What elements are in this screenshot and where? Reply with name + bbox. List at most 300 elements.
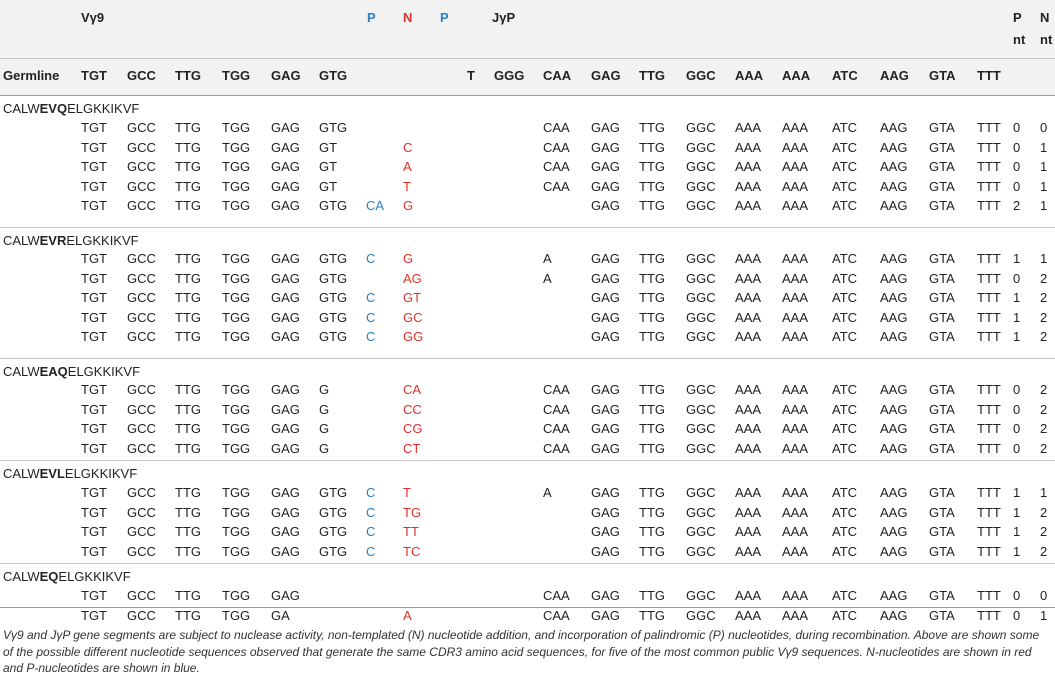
seq-cell-v5: GAG [271, 198, 300, 213]
seq-cell-j10: TTT [977, 588, 1001, 603]
seq-cell-j4: GGC [686, 120, 716, 135]
seq-cell-v2: GCC [127, 440, 156, 456]
seq-cell-v4: TGG [222, 329, 251, 344]
seq-cell-j3: TTG [639, 159, 665, 174]
seq-cell-j10: TTT [977, 543, 1001, 559]
seq-cell-j3: TTG [639, 139, 665, 155]
seq-cell-j9: GTA [929, 178, 955, 194]
seq-cell-v5: GA [271, 607, 290, 623]
group-label-suffix: ELGKKIKVF [67, 364, 141, 379]
seq-cell-j3: TTG [639, 270, 665, 286]
seq-cell-j4: GGC [686, 607, 716, 623]
germline-cell-v4: TGG [222, 68, 251, 83]
seq-cell-j5: AAA [735, 251, 762, 266]
seq-cell-v3: TTG [175, 178, 201, 194]
header-p-nt-line2: nt [1013, 32, 1026, 47]
seq-cell-v5: GAG [271, 440, 300, 456]
seq-cell-v4: TGG [222, 270, 251, 286]
seq-cell-j2: GAG [591, 120, 620, 135]
seq-cell-j6: AAA [782, 421, 809, 436]
seq-cell-j5: AAA [735, 270, 762, 286]
group-divider [0, 563, 1055, 564]
seq-cell-j9: GTA [929, 270, 955, 286]
seq-cell-v1: TGT [81, 270, 107, 286]
seq-cell-v3: TTG [175, 543, 201, 559]
seq-cell-j10: TTT [977, 329, 1001, 344]
seq-cell-v6: G [319, 382, 330, 397]
seq-cell-j7: ATC [832, 607, 858, 623]
seq-cell-j9: GTA [929, 309, 955, 325]
seq-cell-v5: GAG [271, 120, 300, 135]
seq-cell-j4: GGC [686, 251, 716, 266]
seq-cell-p-nt: 0 [1013, 159, 1021, 174]
seq-cell-v4: TGG [222, 504, 251, 520]
seq-cell-p-nt: 1 [1013, 251, 1021, 266]
seq-cell-j6: AAA [782, 329, 809, 344]
seq-cell-j9: GTA [929, 120, 955, 135]
seq-cell-j8: AAG [880, 270, 908, 286]
seq-cell-j2: GAG [591, 421, 620, 436]
seq-cell-v5: GAG [271, 178, 300, 194]
seq-cell-j5: AAA [735, 178, 762, 194]
seq-cell-v3: TTG [175, 607, 201, 623]
seq-cell-j10: TTT [977, 440, 1001, 456]
seq-cell-n: TT [403, 524, 419, 539]
seq-cell-j4: GGC [686, 421, 716, 436]
seq-cell-j8: AAG [880, 504, 908, 520]
seq-cell-j3: TTG [639, 524, 665, 539]
germline-cell-j10: TTT [977, 68, 1001, 83]
seq-cell-v1: TGT [81, 329, 107, 344]
seq-cell-j2: GAG [591, 485, 620, 500]
seq-cell-n-nt: 2 [1040, 440, 1048, 456]
seq-cell-p-nt: 1 [1013, 504, 1021, 520]
seq-cell-j9: GTA [929, 504, 955, 520]
seq-cell-j3: TTG [639, 329, 665, 344]
seq-cell-j1: CAA [543, 421, 570, 436]
seq-cell-j10: TTT [977, 120, 1001, 135]
seq-cell-v3: TTG [175, 139, 201, 155]
seq-cell-v1: TGT [81, 159, 107, 174]
seq-cell-j1: CAA [543, 440, 570, 456]
seq-cell-j8: AAG [880, 251, 908, 266]
seq-cell-j4: GGC [686, 290, 716, 305]
group-label-prefix: CALW [3, 233, 40, 248]
seq-cell-j2: GAG [591, 290, 620, 305]
seq-cell-v3: TTG [175, 401, 201, 417]
seq-cell-j3: TTG [639, 440, 665, 456]
group-label-suffix: ELGKKIKVF [67, 101, 140, 116]
header-n: N [403, 10, 413, 25]
seq-cell-v3: TTG [175, 329, 201, 344]
seq-cell-v2: GCC [127, 329, 156, 344]
seq-cell-j6: AAA [782, 485, 809, 500]
seq-cell-j4: GGC [686, 504, 716, 520]
seq-cell-p-left: C [366, 251, 376, 266]
seq-cell-p-nt: 1 [1013, 290, 1021, 305]
seq-cell-v6: GT [319, 178, 338, 194]
seq-cell-v6: GT [319, 139, 338, 155]
seq-cell-j6: AAA [782, 588, 809, 603]
seq-cell-j4: GGC [686, 543, 716, 559]
seq-cell-j9: GTA [929, 251, 955, 266]
seq-cell-j8: AAG [880, 178, 908, 194]
seq-cell-j6: AAA [782, 382, 809, 397]
header-n-nt-line1: N [1040, 10, 1050, 25]
seq-cell-j10: TTT [977, 290, 1001, 305]
seq-cell-j2: GAG [591, 524, 620, 539]
seq-cell-j1: A [543, 270, 552, 286]
seq-cell-v4: TGG [222, 159, 251, 174]
seq-cell-v6: GTG [319, 524, 348, 539]
seq-cell-j9: GTA [929, 543, 955, 559]
seq-cell-v1: TGT [81, 485, 107, 500]
seq-cell-v5: GAG [271, 588, 300, 603]
seq-cell-v2: GCC [127, 251, 156, 266]
seq-cell-v1: TGT [81, 251, 107, 266]
seq-cell-j8: AAG [880, 309, 908, 325]
seq-cell-v2: GCC [127, 421, 156, 436]
seq-cell-j3: TTG [639, 309, 665, 325]
seq-cell-j6: AAA [782, 543, 809, 559]
seq-cell-v2: GCC [127, 290, 156, 305]
seq-cell-v3: TTG [175, 120, 201, 135]
seq-cell-p-nt: 0 [1013, 401, 1021, 417]
seq-cell-n-nt: 1 [1040, 178, 1048, 194]
seq-cell-j7: ATC [832, 588, 858, 603]
seq-cell-n-nt: 2 [1040, 543, 1048, 559]
seq-cell-j8: AAG [880, 607, 908, 623]
seq-cell-p-nt: 0 [1013, 588, 1021, 603]
seq-cell-j5: AAA [735, 159, 762, 174]
seq-cell-j9: GTA [929, 159, 955, 174]
seq-cell-j4: GGC [686, 588, 716, 603]
seq-cell-j3: TTG [639, 421, 665, 436]
seq-cell-n-nt: 2 [1040, 290, 1048, 305]
seq-cell-v2: GCC [127, 543, 156, 559]
germline-cell-j2: GAG [591, 68, 621, 83]
seq-cell-n-nt: 1 [1040, 198, 1048, 213]
seq-cell-v1: TGT [81, 198, 107, 213]
seq-cell-v5: GAG [271, 329, 300, 344]
seq-cell-n: G [403, 251, 414, 266]
seq-cell-p-nt: 0 [1013, 421, 1021, 436]
seq-cell-n-nt: 2 [1040, 401, 1048, 417]
seq-cell-j1: CAA [543, 401, 570, 417]
seq-cell-j9: GTA [929, 485, 955, 500]
seq-cell-v4: TGG [222, 120, 251, 135]
seq-cell-v1: TGT [81, 120, 107, 135]
seq-cell-v2: GCC [127, 504, 156, 520]
seq-cell-j2: GAG [591, 329, 620, 344]
seq-cell-j9: GTA [929, 524, 955, 539]
seq-cell-j5: AAA [735, 198, 762, 213]
seq-cell-v6: G [319, 401, 330, 417]
seq-cell-j4: GGC [686, 139, 716, 155]
seq-cell-j6: AAA [782, 251, 809, 266]
seq-cell-j5: AAA [735, 139, 762, 155]
seq-cell-v3: TTG [175, 159, 201, 174]
seq-cell-p-left: C [366, 485, 376, 500]
seq-cell-v6: GT [319, 159, 338, 174]
seq-cell-j6: AAA [782, 524, 809, 539]
header-p-left: P [367, 10, 376, 25]
seq-cell-n-nt: 2 [1040, 382, 1048, 397]
header-p-right: P [440, 10, 449, 25]
seq-cell-p-nt: 0 [1013, 607, 1021, 623]
seq-cell-j5: AAA [735, 588, 762, 603]
seq-cell-j6: AAA [782, 290, 809, 305]
seq-cell-v3: TTG [175, 485, 201, 500]
seq-cell-j7: ATC [832, 524, 858, 539]
seq-cell-j1: CAA [543, 159, 570, 174]
group-label-suffix: ELGKKIKVF [64, 466, 138, 481]
seq-cell-j4: GGC [686, 178, 716, 194]
germline-cell-j7: ATC [832, 68, 858, 83]
germline-cell-j8: AAG [880, 68, 909, 83]
seq-cell-v4: TGG [222, 251, 251, 266]
seq-cell-n: AG [403, 270, 422, 286]
seq-cell-j4: GGC [686, 270, 716, 286]
seq-cell-v1: TGT [81, 401, 107, 417]
seq-cell-j10: TTT [977, 504, 1001, 520]
seq-cell-v2: GCC [127, 159, 156, 174]
group-label-prefix: CALW [3, 101, 40, 116]
seq-cell-n: GC [403, 309, 423, 325]
group-label-motif: EAQ [39, 364, 68, 379]
seq-cell-j1: CAA [543, 607, 570, 623]
seq-cell-v4: TGG [222, 607, 251, 623]
seq-cell-v3: TTG [175, 440, 201, 456]
group-divider [0, 227, 1055, 228]
seq-cell-v3: TTG [175, 421, 201, 436]
seq-cell-j3: TTG [639, 251, 665, 266]
seq-cell-n-nt: 2 [1040, 504, 1048, 520]
seq-cell-j2: GAG [591, 198, 620, 213]
seq-cell-j9: GTA [929, 329, 955, 344]
germline-cell-j4: GGC [686, 68, 716, 83]
germline-cell-j9: GTA [929, 68, 956, 83]
seq-cell-v3: TTG [175, 309, 201, 325]
seq-cell-j1: CAA [543, 382, 570, 397]
germline-cell-v1: TGT [81, 68, 107, 83]
seq-cell-j4: GGC [686, 485, 716, 500]
germline-cell-j3: TTG [639, 68, 665, 83]
seq-cell-n-nt: 1 [1040, 485, 1048, 500]
seq-cell-j5: AAA [735, 485, 762, 500]
seq-cell-j7: ATC [832, 401, 858, 417]
seq-cell-j4: GGC [686, 401, 716, 417]
seq-cell-j7: ATC [832, 329, 858, 344]
seq-cell-v2: GCC [127, 270, 156, 286]
germline-cell-j5: AAA [735, 68, 764, 83]
seq-cell-n: TC [403, 543, 421, 559]
seq-cell-n-nt: 1 [1040, 251, 1048, 266]
seq-cell-v1: TGT [81, 504, 107, 520]
seq-cell-j9: GTA [929, 421, 955, 436]
seq-cell-j4: GGC [686, 524, 716, 539]
seq-cell-v5: GAG [271, 159, 300, 174]
seq-cell-p-nt: 0 [1013, 270, 1021, 286]
seq-cell-j3: TTG [639, 382, 665, 397]
seq-cell-j4: GGC [686, 159, 716, 174]
seq-cell-n: TG [403, 504, 422, 520]
seq-cell-j10: TTT [977, 178, 1001, 194]
seq-cell-j10: TTT [977, 607, 1001, 623]
seq-cell-v6: GTG [319, 198, 348, 213]
seq-cell-j9: GTA [929, 440, 955, 456]
seq-cell-n-nt: 2 [1040, 421, 1048, 436]
seq-cell-j8: AAG [880, 290, 908, 305]
seq-cell-j1: A [543, 485, 552, 500]
germline-cell-v5: GAG [271, 68, 301, 83]
seq-cell-j3: TTG [639, 607, 665, 623]
group-divider [0, 460, 1055, 461]
seq-cell-j6: AAA [782, 440, 809, 456]
seq-cell-j8: AAG [880, 139, 908, 155]
seq-cell-j4: GGC [686, 382, 716, 397]
seq-cell-j6: AAA [782, 270, 809, 286]
seq-cell-j6: AAA [782, 504, 809, 520]
seq-cell-j1: CAA [543, 120, 570, 135]
seq-cell-j8: AAG [880, 485, 908, 500]
seq-cell-j2: GAG [591, 401, 620, 417]
seq-cell-v3: TTG [175, 270, 201, 286]
seq-cell-v5: GAG [271, 251, 300, 266]
seq-cell-n: CC [403, 401, 422, 417]
seq-cell-j5: AAA [735, 504, 762, 520]
seq-cell-v2: GCC [127, 139, 156, 155]
group-label-motif: EVR [39, 233, 67, 248]
seq-cell-v4: TGG [222, 198, 251, 213]
seq-cell-v5: GAG [271, 401, 300, 417]
seq-cell-j5: AAA [735, 382, 762, 397]
seq-cell-j3: TTG [639, 401, 665, 417]
group-divider [0, 358, 1055, 359]
seq-cell-v3: TTG [175, 588, 201, 603]
seq-cell-v4: TGG [222, 139, 251, 155]
seq-cell-j10: TTT [977, 485, 1001, 500]
seq-cell-v6: GTG [319, 329, 348, 344]
seq-cell-j10: TTT [977, 421, 1001, 436]
seq-cell-p-left: C [366, 290, 376, 305]
seq-cell-j5: AAA [735, 290, 762, 305]
seq-cell-v5: GAG [271, 309, 300, 325]
seq-cell-j7: ATC [832, 290, 858, 305]
group-label [3, 569, 131, 584]
seq-cell-j8: AAG [880, 329, 908, 344]
seq-cell-j3: TTG [639, 290, 665, 305]
seq-cell-v3: TTG [175, 290, 201, 305]
seq-cell-j8: AAG [880, 198, 908, 213]
seq-cell-n: CG [403, 421, 423, 436]
seq-cell-n-nt: 0 [1040, 120, 1048, 135]
seq-cell-v4: TGG [222, 309, 251, 325]
seq-cell-v6: G [319, 440, 330, 456]
seq-cell-v4: TGG [222, 543, 251, 559]
germline-cell-j6: AAA [782, 68, 811, 83]
seq-cell-v6: GTG [319, 270, 348, 286]
seq-cell-j3: TTG [639, 178, 665, 194]
seq-cell-j2: GAG [591, 139, 620, 155]
seq-cell-v2: GCC [127, 178, 156, 194]
seq-cell-j2: GAG [591, 543, 620, 559]
seq-cell-j2: GAG [591, 382, 620, 397]
germline-cell-v6: GTG [319, 68, 348, 83]
seq-cell-v4: TGG [222, 290, 251, 305]
seq-cell-v2: GCC [127, 401, 156, 417]
header-p-nt-line1: P [1013, 10, 1022, 25]
group-label-motif: EQ [39, 569, 59, 584]
seq-cell-j8: AAG [880, 120, 908, 135]
seq-cell-v2: GCC [127, 485, 156, 500]
seq-cell-v1: TGT [81, 607, 107, 623]
header-n-nt-line2: nt [1040, 32, 1053, 47]
seq-cell-j2: GAG [591, 607, 620, 623]
seq-cell-j10: TTT [977, 309, 1001, 325]
seq-cell-j6: AAA [782, 309, 809, 325]
seq-cell-n-nt: 1 [1040, 139, 1048, 155]
germline-cell-jp-t: T [467, 68, 475, 83]
seq-cell-v2: GCC [127, 607, 156, 623]
seq-cell-v4: TGG [222, 588, 251, 603]
seq-cell-j4: GGC [686, 309, 716, 325]
seq-cell-j1: CAA [543, 178, 570, 194]
seq-cell-p-nt: 0 [1013, 139, 1021, 155]
seq-cell-j7: ATC [832, 198, 858, 213]
seq-cell-p-nt: 0 [1013, 440, 1021, 456]
seq-cell-j5: AAA [735, 440, 762, 456]
seq-cell-v5: GAG [271, 139, 300, 155]
seq-cell-n: GG [403, 329, 424, 344]
seq-cell-n: CT [403, 440, 421, 456]
seq-cell-n-nt: 2 [1040, 309, 1048, 325]
header-vg9: Vγ9 [81, 10, 105, 25]
seq-cell-j9: GTA [929, 198, 955, 213]
seq-cell-v5: GAG [271, 524, 300, 539]
seq-cell-j8: AAG [880, 382, 908, 397]
group-label [3, 466, 137, 481]
germline-cell-j1: CAA [543, 68, 572, 83]
seq-cell-j10: TTT [977, 159, 1001, 174]
seq-cell-j7: ATC [832, 504, 858, 520]
seq-cell-j7: ATC [832, 139, 858, 155]
seq-cell-j3: TTG [639, 198, 665, 213]
seq-cell-j6: AAA [782, 401, 809, 417]
seq-cell-j10: TTT [977, 198, 1001, 213]
group-label [3, 101, 139, 116]
seq-cell-j5: AAA [735, 401, 762, 417]
seq-cell-j7: ATC [832, 485, 858, 500]
header-divider [0, 58, 1055, 59]
seq-cell-j6: AAA [782, 607, 809, 623]
seq-cell-v5: GAG [271, 485, 300, 500]
seq-cell-j3: TTG [639, 588, 665, 603]
seq-cell-v4: TGG [222, 485, 251, 500]
seq-cell-j8: AAG [880, 524, 908, 539]
seq-cell-n: T [403, 178, 411, 194]
seq-cell-v2: GCC [127, 524, 156, 539]
seq-cell-j2: GAG [591, 588, 620, 603]
seq-cell-j2: GAG [591, 251, 620, 266]
seq-cell-j2: GAG [591, 504, 620, 520]
seq-cell-v2: GCC [127, 309, 156, 325]
seq-cell-p-left: CA [366, 198, 385, 213]
seq-cell-v6: GTG [319, 120, 348, 135]
seq-cell-n-nt: 1 [1040, 607, 1048, 623]
seq-cell-n: C [403, 139, 413, 155]
seq-cell-j4: GGC [686, 329, 716, 344]
